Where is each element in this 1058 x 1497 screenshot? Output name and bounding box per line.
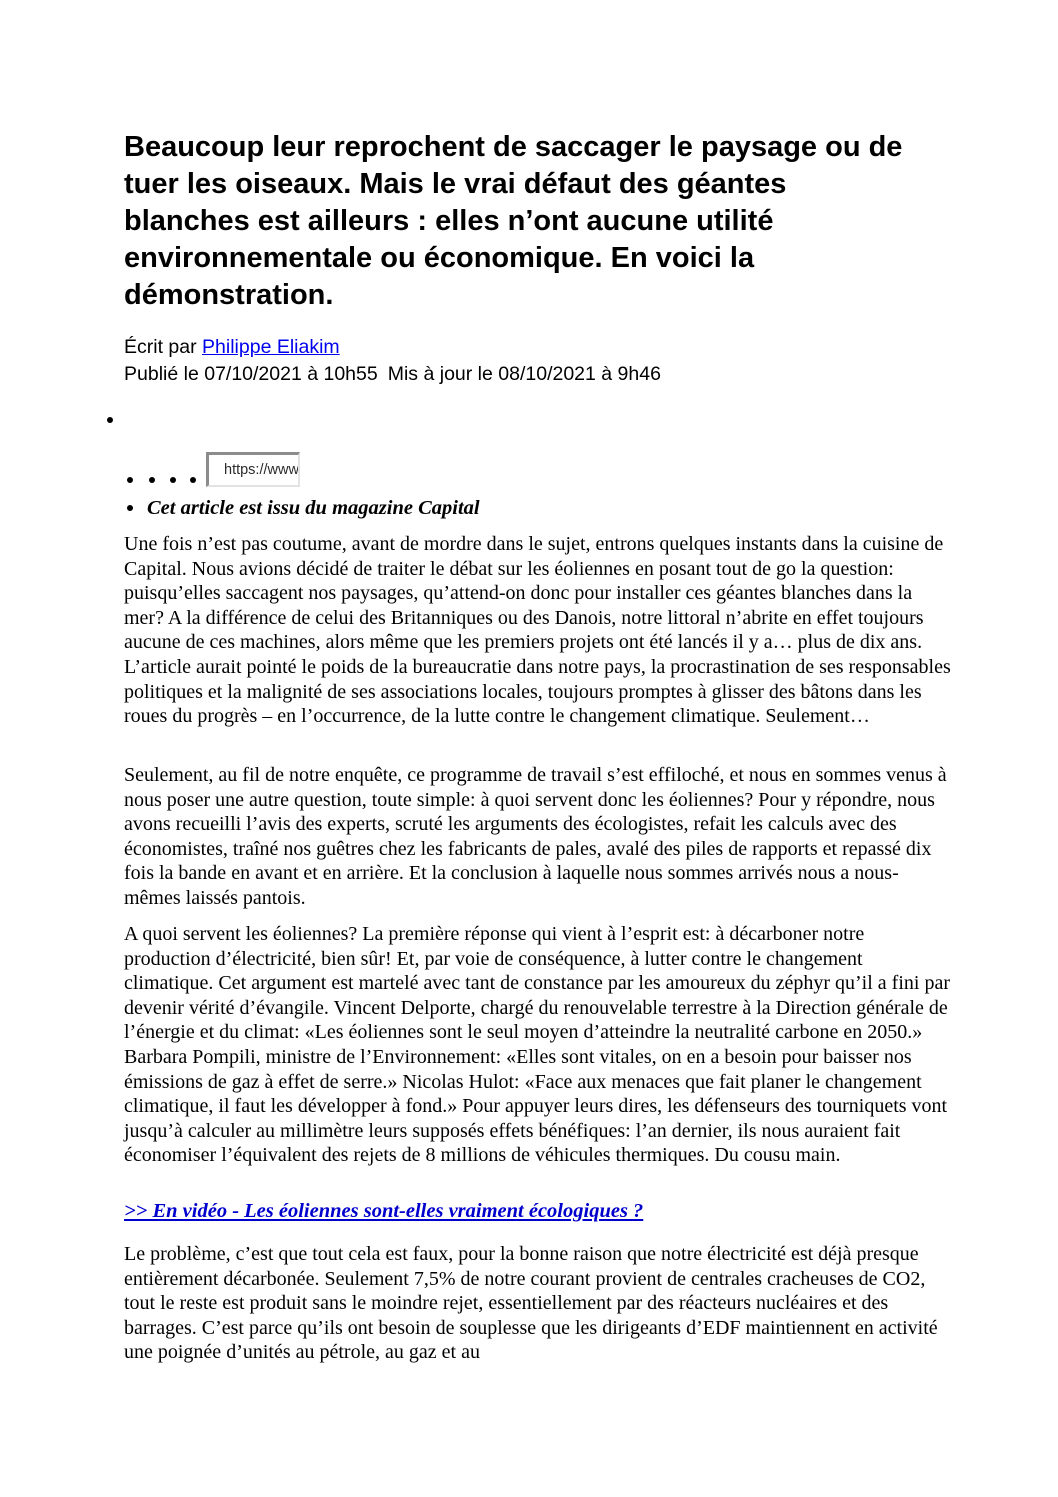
byline-block [124, 334, 884, 387]
source-note: Cet article est issu du magazine Capital [147, 497, 480, 519]
article-paragraph: Seulement, au fil de notre enquête, ce programme de travail s’est effiloché, et nous en sommes venus à nous poser une autre question, toute simple: à quoi servent donc les éoliennes? Pour y répondre, nous avons recueilli l’avis des experts, scruté les arguments des écologistes, refait les calculs avec des économistes, traîné nos guêtres chez les fabricants de pales, avalé des piles de rapports et repassé dix fois la bande en avant et en arrière. Et la conclusion à laquelle nous sommes arrivés nous a nous-mêmes laissés pantois. [124, 764, 947, 909]
author-link[interactable]: Philippe Eliakim [202, 336, 340, 358]
list-bullet-icon [149, 477, 155, 483]
list-bullet-icon [190, 477, 196, 483]
list-bullet-icon [107, 417, 113, 423]
byline-prefix: Écrit par [124, 336, 203, 358]
article-headline: Beaucoup leur reprochent de saccager le paysage ou de tuer les oiseaux. Mais le vrai défaut des géantes blanches est ailleurs : elles n’ont aucune utilité environnementale ou économique. En voici la démonstration. [124, 131, 903, 311]
list-bullet-icon [127, 477, 133, 483]
author-line [124, 334, 884, 361]
list-bullet-icon [127, 505, 133, 511]
article-paragraph: Une fois n’est pas coutume, avant de mordre dans le sujet, entrons quelques instants dans la cuisine de Capital. Nous avions décidé de traiter le débat sur les éoliennes en posant tout de go la question: puisqu’elles saccagent nos paysages, qu’attend-on donc pour installer ces géantes blanches dans la mer? A la différence de celui des Britanniques ou des Danois, notre littoral n’abrite en effet toujours aucune de ces machines, alors même que les premiers projets ont été lancés il y a… plus de dix ans. L’article aurait pointé le poids de la bureaucratie dans notre pays, la procrastination de ses responsables politiques et la malignité de ses associations locales, toujours promptes à glisser des bâtons dans les roues du progrès – en l’occurrence, de la lutte contre le changement climatique. Seulement… [124, 533, 951, 728]
updated-date: Mis à jour le 08/10/2021 à 9h46 [387, 362, 661, 385]
video-link[interactable]: >> En vidéo - Les éoliennes sont-elles vraiment écologiques ? [124, 1200, 644, 1222]
article-paragraph: A quoi servent les éoliennes? La première réponse qui vient à l’esprit est: à décarboner notre production d’électricité, bien sûr! Et, par voie de conséquence, à lutter contre le changement climatique. Cet argument est martelé avec tant de constance par les amoureux du zéphyr qu’il a fini par devenir vérité d’évangile. Vincent Delporte, chargé du renouvelable terrestre à la Direction générale de l’énergie et du climat: «Les éoliennes sont le seul moyen d’atteindre la neutralité carbone en 2050.» Barbara Pompili, ministre de l’Environnement: «Elles sont vitales, on en a besoin pour baisser nos émissions de gaz à effet de serre.» Nicolas Hulot: «Face aux menaces que fait planer le changement climatique, il faut les développer à fond.» Pour appuyer leurs dires, les défenseurs des tourniquets vont jusqu’à calculer au millimètre leurs supposés effets bénéfiques: l’an dernier, ils nous auraient fait économiser l’équivalent des rejets de 8 millions de véhicules thermiques. Du cousu main. [124, 923, 950, 1167]
list-bullet-icon [170, 477, 176, 483]
published-date: Publié le 07/10/2021 à 10h55 [124, 362, 378, 385]
url-input[interactable] [206, 452, 300, 487]
dates-line [124, 361, 884, 388]
article-paragraph: Le problème, c’est que tout cela est faux, pour la bonne raison que notre électricité est déjà presque entièrement décarbonée. Seulement 7,5% de notre courant provient de centrales cracheuses de CO2, tout le reste est produit sans le moindre rejet, essentiellement par des réacteurs nucléaires et des barrages. C’est parce qu’ils ont besoin de souplesse que les dirigeants d’EDF maintiennent en activité une poignée d’unités au pétrole, au gaz et au [124, 1243, 938, 1364]
